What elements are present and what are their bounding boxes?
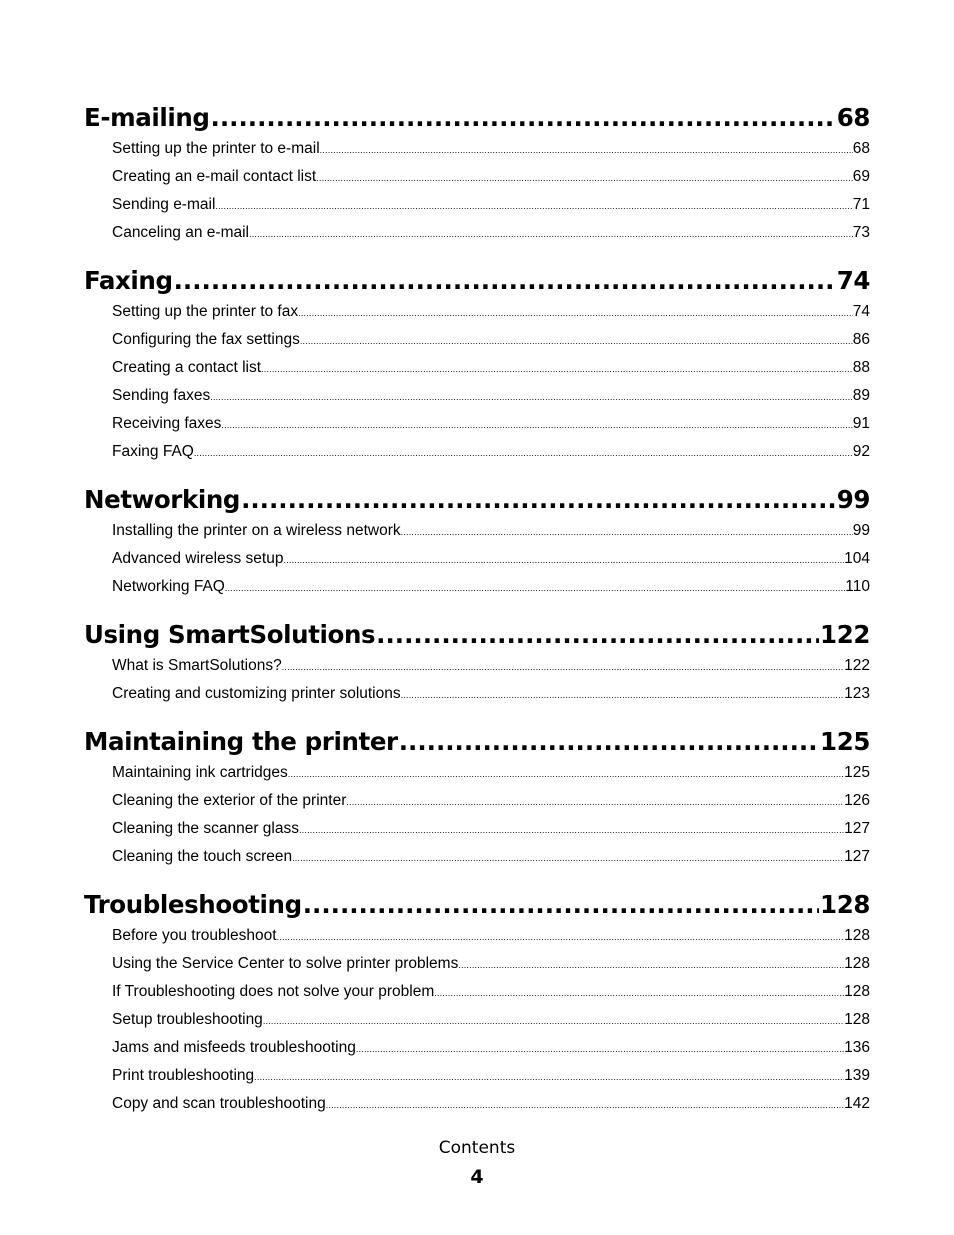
toc-section-title: Networking — [84, 485, 241, 514]
toc-section-maintaining — [84, 724, 870, 871]
toc-entry-page: 122 — [844, 657, 870, 674]
toc-entry-title: Cleaning the touch screen — [112, 848, 293, 865]
toc-entry-title: Jams and misfeeds troubleshooting — [112, 1039, 356, 1056]
toc-section-title: Using SmartSolutions — [84, 620, 376, 649]
toc-entry-page: 128 — [844, 927, 870, 944]
dot-leader — [458, 951, 844, 978]
footer-section-label: Contents — [438, 1138, 516, 1158]
toc-entry-title: Creating and customizing printer solutions — [112, 685, 401, 702]
toc-entry-title: What is SmartSolutions? — [112, 657, 282, 674]
toc-entry-page: 99 — [852, 522, 870, 539]
toc-entry[interactable] — [112, 1034, 870, 1062]
toc-entry[interactable] — [112, 652, 870, 680]
dot-leader — [298, 299, 853, 326]
toc-entry-title: If Troubleshooting does not solve your problem — [112, 983, 435, 1000]
dot-leader — [277, 923, 845, 950]
toc-section-heading[interactable] — [84, 482, 870, 517]
toc-section-heading[interactable] — [84, 887, 870, 922]
toc-section-heading[interactable] — [84, 724, 870, 759]
toc-entry[interactable] — [112, 135, 870, 163]
toc-entry-title: Setup troubleshooting — [112, 1011, 263, 1028]
toc-entry-title: Before you troubleshoot — [112, 927, 277, 944]
dot-leader — [300, 327, 853, 354]
toc-entry[interactable] — [112, 922, 870, 950]
toc-section-smartsolutions — [84, 617, 870, 708]
toc-entry-page: 69 — [852, 168, 870, 185]
toc-section-page: 122 — [820, 620, 870, 649]
toc-entry-page: 92 — [852, 443, 870, 460]
dot-leader — [401, 518, 853, 545]
toc-entry-page: 88 — [852, 359, 870, 376]
toc-entry-page: 104 — [844, 550, 870, 567]
dot-leader — [283, 546, 844, 573]
toc-entry[interactable] — [112, 219, 870, 247]
dot-leader — [326, 1091, 844, 1118]
dot-leader — [292, 844, 844, 871]
section-spacer — [84, 708, 870, 724]
toc-section-faxing — [84, 263, 870, 466]
toc-section-heading[interactable] — [84, 263, 870, 298]
toc-section-emailing — [84, 100, 870, 247]
toc-entry-title: Creating an e-mail contact list — [112, 168, 317, 185]
dot-leader — [211, 100, 836, 135]
toc-entry-title: Copy and scan troubleshooting — [112, 1095, 326, 1112]
toc-section-title: E-mailing — [84, 103, 210, 132]
toc-entry-title: Advanced wireless setup — [112, 550, 284, 567]
toc-entry-title: Creating a contact list — [112, 359, 262, 376]
toc-entry-title: Receiving faxes — [112, 415, 222, 432]
section-spacer — [84, 601, 870, 617]
toc-entry-page: 110 — [845, 578, 870, 595]
dot-leader — [376, 617, 819, 652]
toc-entry-title: Networking FAQ — [112, 578, 225, 595]
dot-leader — [249, 220, 853, 247]
toc-entry[interactable] — [112, 1062, 870, 1090]
toc-section-heading[interactable] — [84, 617, 870, 652]
toc-entry[interactable] — [112, 163, 870, 191]
toc-section-title: Troubleshooting — [84, 890, 302, 919]
toc-entry-title: Cleaning the exterior of the printer — [112, 792, 347, 809]
dot-leader — [174, 263, 836, 298]
toc-entry[interactable] — [112, 438, 870, 466]
toc-entry-title: Setting up the printer to fax — [112, 303, 299, 320]
toc-entry-page: 73 — [852, 224, 870, 241]
dot-leader — [401, 681, 845, 708]
dot-leader — [194, 439, 853, 466]
toc-entry-page: 74 — [852, 303, 870, 320]
toc-entry[interactable] — [112, 326, 870, 354]
toc-entry[interactable] — [112, 978, 870, 1006]
toc-entry[interactable] — [112, 573, 870, 601]
toc-entry[interactable] — [112, 759, 870, 787]
toc-entry[interactable] — [112, 815, 870, 843]
toc-section-networking — [84, 482, 870, 601]
toc-section-heading[interactable] — [84, 100, 870, 135]
dot-leader — [320, 136, 853, 163]
toc-entry-page: 71 — [852, 196, 870, 213]
toc-entry-page: 128 — [844, 955, 870, 972]
toc-entry-page: 127 — [844, 820, 870, 837]
toc-entry[interactable] — [112, 680, 870, 708]
toc-entry-page: 125 — [844, 764, 870, 781]
dot-leader — [282, 653, 844, 680]
toc-entry-page: 136 — [844, 1039, 870, 1056]
toc-section-title: Faxing — [84, 266, 173, 295]
toc-entry[interactable] — [112, 517, 870, 545]
toc-entry-title: Faxing FAQ — [112, 443, 194, 460]
toc-entry-page: 142 — [844, 1095, 870, 1112]
toc-entry[interactable] — [112, 787, 870, 815]
toc-entry-title: Sending faxes — [112, 387, 211, 404]
dot-leader — [241, 482, 836, 517]
toc-section-page: 125 — [820, 727, 870, 756]
toc-section-troubleshooting — [84, 887, 870, 1118]
toc-entry[interactable] — [112, 298, 870, 326]
toc-entry[interactable] — [112, 950, 870, 978]
toc-entry-page: 127 — [844, 848, 870, 865]
toc-section-page: 128 — [820, 890, 870, 919]
section-spacer — [84, 466, 870, 482]
dot-leader — [254, 1063, 844, 1090]
toc-entry[interactable] — [112, 382, 870, 410]
dot-leader — [288, 760, 844, 787]
toc-entry-title: Installing the printer on a wireless network — [112, 522, 401, 539]
toc-entry-page: 91 — [852, 415, 870, 432]
dot-leader — [356, 1035, 844, 1062]
dot-leader — [225, 574, 845, 601]
toc-section-page: 99 — [836, 485, 870, 514]
toc-entry[interactable] — [112, 843, 870, 871]
toc-section-title: Maintaining the printer — [84, 727, 398, 756]
section-spacer — [84, 247, 870, 263]
toc-entry-page: 123 — [844, 685, 870, 702]
toc-entry-page: 89 — [852, 387, 870, 404]
dot-leader — [299, 816, 844, 843]
table-of-contents — [84, 100, 870, 1118]
toc-entry[interactable] — [112, 1090, 870, 1118]
toc-entry-title: Cleaning the scanner glass — [112, 820, 299, 837]
footer-page-number: 4 — [470, 1166, 484, 1188]
toc-entry[interactable] — [112, 410, 870, 438]
toc-entry-title: Print troubleshooting — [112, 1067, 255, 1084]
dot-leader — [215, 192, 852, 219]
dot-leader — [346, 788, 844, 815]
toc-entry-title: Maintaining ink cartridges — [112, 764, 288, 781]
section-spacer — [84, 871, 870, 887]
dot-leader — [210, 383, 853, 410]
toc-entry[interactable] — [112, 191, 870, 219]
toc-entry-title: Configuring the fax settings — [112, 331, 300, 348]
dot-leader — [263, 1007, 844, 1034]
toc-entry[interactable] — [112, 1006, 870, 1034]
toc-entry-title: Canceling an e-mail — [112, 224, 249, 241]
dot-leader — [434, 979, 844, 1006]
toc-section-page: 68 — [836, 103, 870, 132]
toc-entry-page: 128 — [844, 983, 870, 1000]
toc-entry[interactable] — [112, 354, 870, 382]
toc-entry-page: 68 — [852, 140, 870, 157]
dot-leader — [221, 411, 852, 438]
dot-leader — [261, 355, 853, 382]
toc-entry[interactable] — [112, 545, 870, 573]
dot-leader — [316, 164, 853, 191]
toc-entry-title: Setting up the printer to e-mail — [112, 140, 320, 157]
toc-entry-title: Sending e-mail — [112, 196, 216, 213]
toc-entry-page: 86 — [852, 331, 870, 348]
dot-leader — [303, 887, 819, 922]
dot-leader — [399, 724, 819, 759]
toc-section-page: 74 — [836, 266, 870, 295]
toc-entry-page: 139 — [844, 1067, 870, 1084]
toc-entry-page: 126 — [844, 792, 870, 809]
toc-entry-page: 128 — [844, 1011, 870, 1028]
toc-entry-title: Using the Service Center to solve printer problems — [112, 955, 459, 972]
